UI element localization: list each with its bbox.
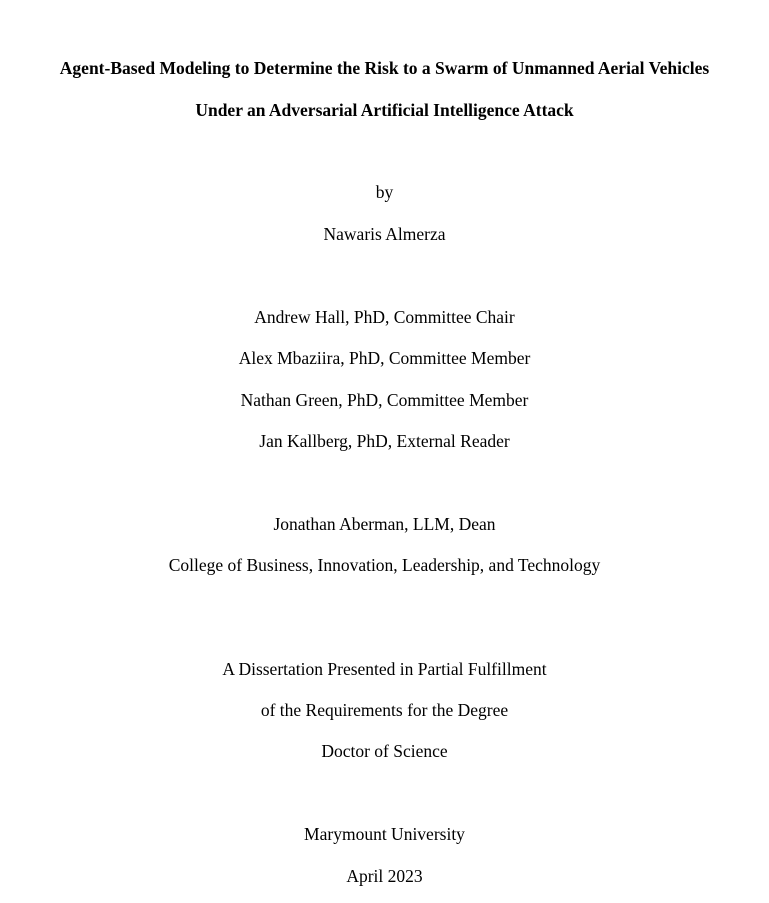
author-name: Nawaris Almerza: [323, 224, 446, 244]
dean-name: Jonathan Aberman, LLM, Dean: [273, 514, 496, 534]
degree-name: Doctor of Science: [321, 741, 448, 761]
committee-member-2: Nathan Green, PhD, Committee Member: [240, 390, 529, 410]
college-name: College of Business, Innovation, Leadership, and Technology: [168, 555, 601, 575]
committee-chair: Andrew Hall, PhD, Committee Chair: [254, 307, 515, 327]
by-label: by: [375, 182, 394, 202]
university-name: Marymount University: [304, 824, 465, 844]
dissertation-title-line-2: Under an Adversarial Artificial Intelligence Attack: [195, 100, 574, 120]
dissertation-statement-line-2: of the Requirements for the Degree: [260, 700, 509, 720]
submission-date: April 2023: [346, 866, 423, 886]
dissertation-statement-line-1: A Dissertation Presented in Partial Fulfillment: [222, 659, 547, 679]
dissertation-title-line-1: Agent-Based Modeling to Determine the Risk to a Swarm of Unmanned Aerial Vehicles: [59, 58, 710, 78]
committee-member-1: Alex Mbaziira, PhD, Committee Member: [238, 348, 531, 368]
external-reader: Jan Kallberg, PhD, External Reader: [259, 431, 510, 451]
